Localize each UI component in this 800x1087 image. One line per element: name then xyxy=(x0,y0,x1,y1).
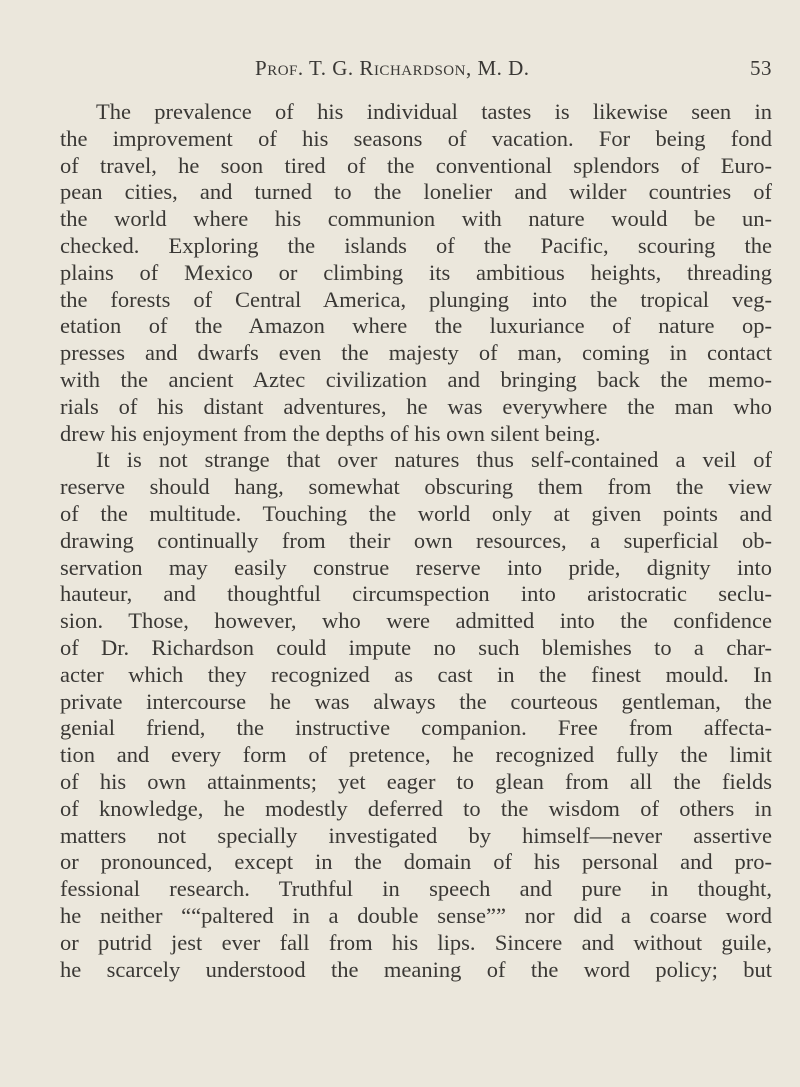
text-line: plains of Mexico or climbing its ambitious heights, threading xyxy=(60,259,772,285)
text-line: fessional research. Truthful in speech and pure in thought, xyxy=(60,876,772,902)
text-line: genial friend, the instructive companion. Free from affecta- xyxy=(60,715,772,741)
text-line: of his own attainments; yet eager to glean from all the fields xyxy=(60,768,772,794)
title-rest-2: , M. D. xyxy=(465,56,530,80)
text-line: It is not strange that over natures thus self-contained a veil of xyxy=(96,447,772,473)
text-line: matters not specially investigated by himself—never assertive xyxy=(60,822,772,848)
text-line: of Dr. Richardson could impute no such blemishes to a char- xyxy=(60,634,772,660)
text-line: with the ancient Aztec civilization and bringing back the memo- xyxy=(60,366,772,392)
text-line: checked. Exploring the islands of the Pacific, scouring the xyxy=(60,232,772,258)
text-line: etation of the Amazon where the luxuriance of nature op- xyxy=(60,313,772,339)
body-text xyxy=(60,99,772,983)
title-initial-1: P xyxy=(255,56,268,80)
text-line: of travel, he soon tired of the conventional splendors of Euro- xyxy=(60,152,772,178)
text-line: of the multitude. Touching the world only at given points and xyxy=(60,500,772,526)
text-line: private intercourse he was always the courteous gentleman, the xyxy=(60,688,772,714)
text-line: the world where his communion with nature would be un- xyxy=(60,206,772,232)
title-small-caps-1: ROF xyxy=(267,63,298,79)
running-header xyxy=(152,56,772,84)
text-line: the improvement of his seasons of vacation. For being fond xyxy=(60,125,772,151)
text-line: reserve should hang, somewhat obscuring them from the view xyxy=(60,474,772,500)
text-line: he scarcely understood the meaning of the word policy; but xyxy=(60,956,772,982)
text-line: the forests of Central America, plunging into the tropical veg- xyxy=(60,286,772,312)
text-line: acter which they recognized as cast in the finest mould. In xyxy=(60,661,772,687)
text-line: drew his enjoyment from the depths of his own silent being. xyxy=(60,420,601,446)
text-line: servation may easily construe reserve into pride, dignity into xyxy=(60,554,772,580)
text-line: hauteur, and thoughtful circumspection into aristocratic seclu- xyxy=(60,581,772,607)
text-line: or putrid jest ever fall from his lips. Sincere and without guile, xyxy=(60,929,772,955)
title-rest-1: . T. G. R xyxy=(297,56,374,80)
text-line: The prevalence of his individual tastes is likewise seen in xyxy=(96,99,772,124)
text-line: tion and every form of pretence, he recognized fully the limit xyxy=(60,742,772,768)
text-line: of knowledge, he modestly deferred to the wisdom of others in xyxy=(60,795,772,821)
text-line: sion. Those, however, who were admitted into the confidence xyxy=(60,608,772,634)
text-line: he neither ““paltered in a double sense”” nor did a coarse word xyxy=(60,902,772,928)
page-number: 53 xyxy=(750,56,772,80)
running-title xyxy=(255,56,530,81)
text-line: drawing continually from their own resources, a superficial ob- xyxy=(60,527,772,553)
text-line: pean cities, and turned to the lonelier and wilder countries of xyxy=(60,179,772,205)
title-small-caps-2: ICHARDSON xyxy=(373,63,466,79)
text-line: or pronounced, except in the domain of his personal and pro- xyxy=(60,849,772,875)
text-line: rials of his distant adventures, he was everywhere the man who xyxy=(60,393,772,419)
text-line: presses and dwarfs even the majesty of man, coming in contact xyxy=(60,340,772,366)
